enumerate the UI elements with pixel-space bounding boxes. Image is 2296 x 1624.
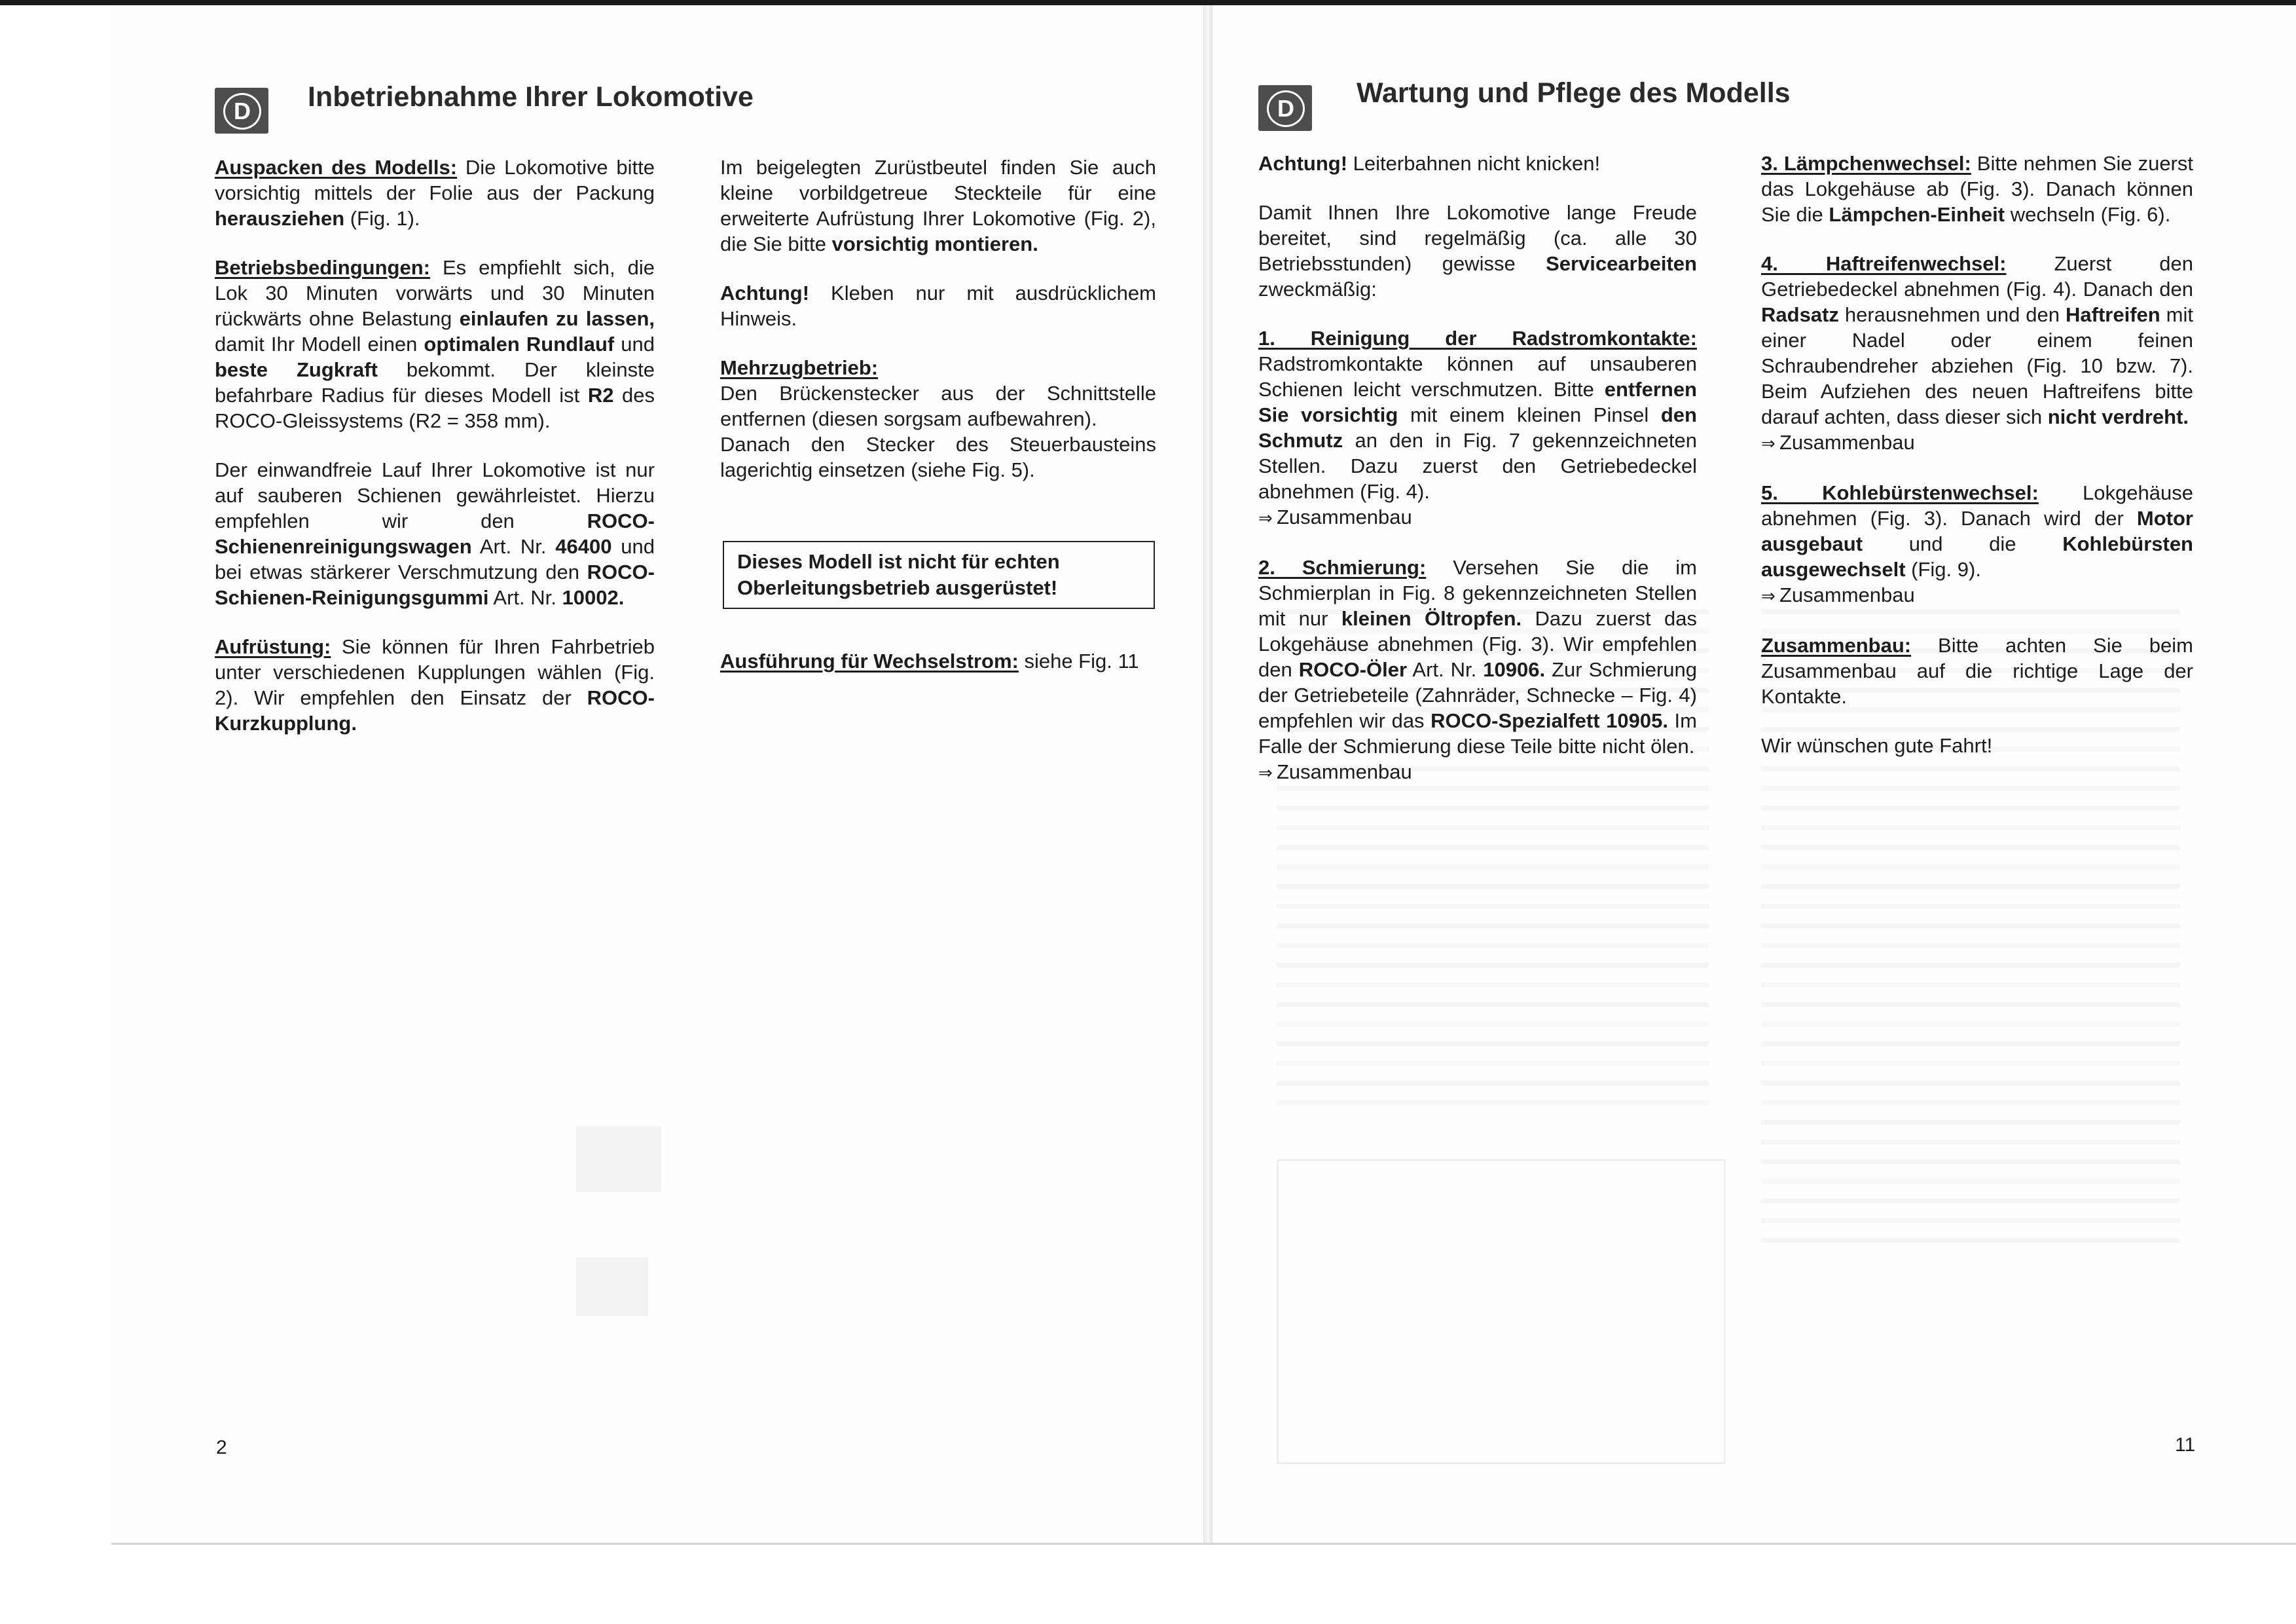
bold-text: ROCO-Öler: [1298, 658, 1408, 681]
text: Zur Schmierung der Getriebeteile (Zahnräder, Schnecke – Fig. 4) empfehlen wir das: [1258, 658, 1698, 732]
page-number: 2: [216, 1437, 227, 1458]
text: Bitte achten Sie beim Zusammenbau auf die richtige Lage der Kontakte.: [1761, 634, 2193, 708]
right-column-1: [1258, 151, 1697, 809]
text: bekommt. Der kleinste befahrbare Radius für dieses Modell ist: [215, 358, 655, 407]
text: mit einer Nadel oder einem feinen Schraubendreher abziehen (Fig. 10 bzw. 7). Beim Aufziehen des neuen Haftreifens bitte darauf achten, dass dieser sich: [1761, 303, 2193, 428]
paragraph-accessory-bag: [720, 155, 1156, 257]
paragraph-lubrication: [1258, 555, 1697, 786]
text: zweckmäßig:: [1258, 278, 1377, 301]
bold-text: 10906.: [1483, 658, 1546, 681]
arrow-right-icon: ⇒: [1258, 763, 1273, 783]
paragraph-service-intro: [1258, 200, 1697, 302]
paragraph-assembly: [1761, 633, 2193, 709]
text: und die: [1863, 532, 2063, 555]
bold-text: ROCO-Schienenreinigungswagen: [215, 509, 655, 558]
section-label: Auspacken des Modells:: [215, 156, 458, 179]
section-label: 4. Haftreifenwechsel:: [1761, 252, 2007, 275]
bold-text: vorsichtig montieren.: [831, 232, 1038, 255]
bold-text: entfernen Sie vorsichtig: [1258, 378, 1697, 426]
paragraph-operating-conditions: [215, 255, 655, 434]
bold-text: 46400: [555, 535, 612, 558]
arrow-right-icon: ⇒: [1761, 434, 1776, 453]
left-column-2: [720, 155, 1156, 506]
page-number: 11: [2175, 1434, 2196, 1456]
section-label: Ausführung für Wechselstrom:: [720, 650, 1019, 673]
bold-text: Haftreifen: [2066, 303, 2160, 326]
page-title: Wartung und Pflege des Modells: [1357, 77, 1791, 109]
text: wechseln (Fig. 6).: [2005, 203, 2171, 226]
page-title: Inbetriebnahme Ihrer Lokomotive: [308, 81, 754, 113]
section-label: Betriebsbedingungen:: [215, 256, 430, 279]
arrow-right-icon: ⇒: [1258, 508, 1273, 528]
bold-text: Achtung!: [720, 282, 810, 304]
section-label: Mehrzugbetrieb:: [720, 356, 879, 379]
reference-assembly: Zusammenbau: [1779, 431, 1915, 454]
text: Art. Nr.: [488, 586, 562, 609]
bold-text: einlaufen zu lassen,: [459, 307, 655, 330]
language-badge-icon: [1258, 85, 1312, 131]
bold-text: Motor ausgebaut: [1761, 507, 2193, 555]
bold-text: 10002.: [562, 586, 625, 609]
section-label: 1. Reinigung der Radstromkontakte:: [1258, 327, 1697, 350]
text: an den in Fig. 7 gekennzeichneten Stellen. Dazu zuerst den Getriebedeckel abnehmen (Fig. 4).: [1258, 429, 1697, 503]
paragraph-attention-glue: [720, 280, 1156, 331]
paragraph-upgrade: [215, 634, 655, 736]
bold-text: herausziehen: [215, 207, 345, 230]
text: Lokgehäuse abnehmen (Fig. 3). Danach wird der: [1761, 481, 2193, 530]
scan-border: [0, 0, 2296, 5]
text: Im beigelegten Zurüstbeutel finden Sie auch kleine vorbildgetreue Steckteile für eine erweiterte Aufrüstung Ihrer Lokomotive (Fig. 2), die Sie bitte: [720, 156, 1156, 255]
alternating-current-note: [720, 648, 1156, 697]
badge-letter: D: [223, 93, 261, 130]
right-column-2: [1761, 151, 2193, 782]
bold-text: Radsatz: [1761, 303, 1839, 326]
text: mit einem kleinen Pinsel: [1398, 403, 1661, 426]
arrow-right-icon: ⇒: [1761, 586, 1776, 606]
bold-text: kleinen Öltropfen.: [1341, 607, 1522, 630]
language-badge-icon: [215, 88, 268, 134]
bold-text: Lämpchen-Einheit: [1829, 203, 2005, 226]
text: (Fig. 9).: [1905, 558, 1981, 581]
text: Zuerst den Getriebedeckel abnehmen (Fig. 4). Danach den: [1761, 252, 2193, 301]
section-label: 2. Schmierung:: [1258, 556, 1427, 579]
section-label: Aufrüstung:: [215, 635, 331, 658]
bold-text: beste Zugkraft: [215, 358, 378, 381]
reference-assembly: Zusammenbau: [1277, 506, 1412, 528]
text: Die Lokomotive bitte vorsichtig mittels der Folie aus der Packung: [215, 156, 655, 204]
paragraph-attention-tracks: [1258, 151, 1697, 176]
text: Leiterbahnen nicht knicken!: [1347, 152, 1601, 175]
text: und bei etwas stärkerer Verschmutzung den: [215, 535, 655, 583]
left-column-1: [215, 155, 655, 760]
page-bottom-edge: [111, 1543, 2296, 1545]
text: Der einwandfreie Lauf Ihrer Lokomotive ist nur auf sauberen Schienen gewährleistet. Hierzu empfehlen wir den: [215, 458, 655, 532]
reference-assembly: Zusammenbau: [1277, 760, 1412, 783]
badge-letter: D: [1267, 90, 1305, 127]
bold-text: Kohlebürsten ausgewechselt: [1761, 532, 2193, 581]
paragraph-carbon-brush: [1761, 480, 2193, 609]
paragraph-lamp-change: [1761, 151, 2193, 227]
catenary-warning-box: Dieses Modell ist nicht für echten Oberleitungsbetrieb ausgerüstet!: [723, 541, 1155, 609]
text: Den Brückenstecker aus der Schnittstelle entfernen (diesen sorgsam aufbewahren).: [720, 382, 1156, 430]
text: Danach den Stecker des Steuerbausteins lagerichtig einsetzen (siehe Fig. 5).: [720, 433, 1156, 481]
text: Versehen Sie die im Schmierplan in Fig. 8 gekennzeichneten Stellen mit nur: [1258, 556, 1697, 630]
paragraph-clean-track: [215, 457, 655, 610]
section-label: 5. Kohlebürstenwechsel:: [1761, 481, 2039, 504]
closing-line: Wir wünschen gute Fahrt!: [1761, 734, 1993, 757]
text: Radstromkontakte können auf unsauberen Schienen leicht verschmutzen. Bitte: [1258, 352, 1697, 401]
text: Dazu zuerst das Lokgehäuse abnehmen (Fig. 3). Wir empfehlen den: [1258, 607, 1697, 681]
text: des ROCO-Gleissystems (R2 = 358 mm).: [215, 384, 655, 432]
bold-text: ROCO-Kurzkupplung.: [215, 686, 655, 735]
bold-text: Servicearbeiten: [1546, 252, 1697, 275]
section-label: Zusammenbau:: [1761, 634, 1912, 657]
text: siehe Fig. 11: [1018, 650, 1139, 673]
text: und: [614, 333, 655, 356]
text: Im Falle der Schmierung diese Teile bitte nicht ölen.: [1258, 709, 1697, 758]
paragraph-cleaning-contacts: [1258, 325, 1697, 531]
paragraph-unpacking: [215, 155, 655, 231]
text: Art. Nr.: [1407, 658, 1484, 681]
paragraph-multi-train: [720, 355, 1156, 483]
bold-text: optimalen Rundlauf: [424, 333, 615, 356]
text: herausnehmen und den: [1838, 303, 2066, 326]
text: Sie können für Ihren Fahrbetrieb unter verschiedenen Kupplungen wählen (Fig. 2). Wir empfehlen den Einsatz der: [215, 635, 655, 709]
text: Bitte nehmen Sie zuerst das Lokgehäuse ab (Fig. 3). Danach können Sie die: [1761, 152, 2193, 226]
page-fold: [1203, 5, 1212, 1544]
bold-text: R2: [587, 384, 614, 407]
reference-assembly: Zusammenbau: [1779, 583, 1915, 606]
text: damit Ihr Modell einen: [215, 333, 424, 356]
text: Art. Nr.: [471, 535, 556, 558]
bold-text: den Schmutz: [1258, 403, 1697, 452]
text: (Fig. 1).: [344, 207, 420, 230]
bold-text: nicht verdreht.: [2047, 405, 2189, 428]
text: Es empfiehlt sich, die Lok 30 Minuten vorwärts und 30 Minuten rückwärts ohne Belastung: [215, 256, 655, 330]
bold-text: ROCO-Schienen-Reinigungsgummi: [215, 561, 655, 609]
bold-text: Achtung!: [1258, 152, 1348, 175]
section-label: 3. Lämpchenwechsel:: [1761, 152, 1971, 175]
paragraph-traction-tyre: [1761, 251, 2193, 456]
bold-text: ROCO-Spezialfett 10905.: [1430, 709, 1668, 732]
text: Damit Ihnen Ihre Lokomotive lange Freude bereitet, sind regelmäßig (ca. alle 30 Betriebsstunden) gewisse: [1258, 201, 1697, 275]
text: Kleben nur mit ausdrücklichem Hinweis.: [720, 282, 1156, 330]
